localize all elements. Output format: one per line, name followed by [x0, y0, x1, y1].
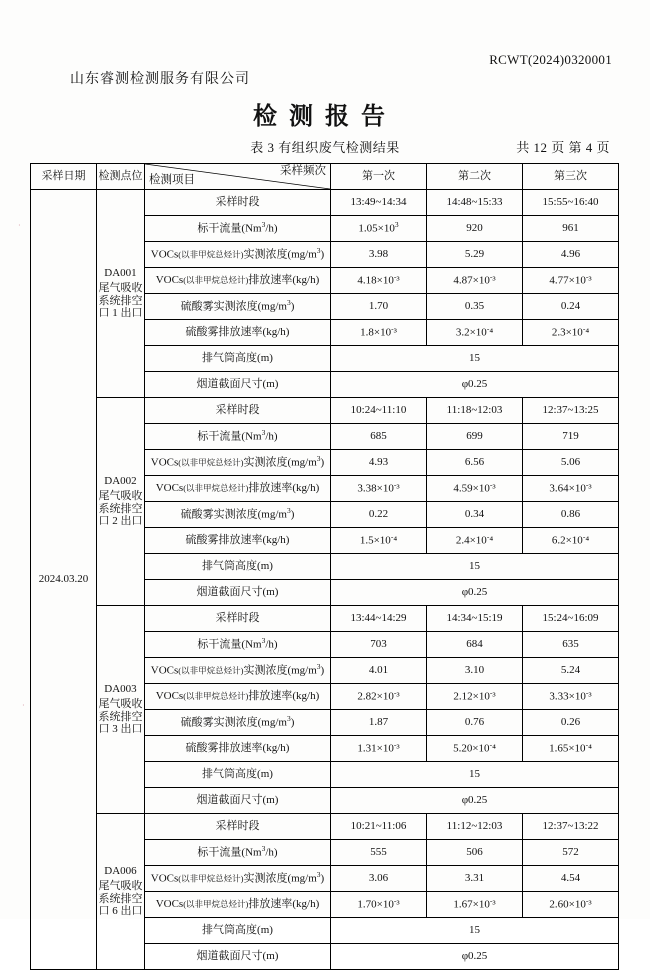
- cell-value-run-1: 4.93: [331, 450, 427, 476]
- cell-item: 排气筒高度(m): [145, 918, 331, 944]
- cell-value-run-3: 4.77×10-³: [523, 268, 619, 294]
- results-table: [30, 163, 619, 970]
- cell-value-run-2: 2.4×10-⁴: [427, 528, 523, 554]
- cell-value-run-1: 3.38×10-³: [331, 476, 427, 502]
- cell-value-run-3: 572: [523, 840, 619, 866]
- cell-item: 标干流量(Nm$^3$/h): [145, 840, 331, 866]
- cell-value-merged: φ0.25: [331, 944, 619, 970]
- cell-value-run-1: 1.5×10-⁴: [331, 528, 427, 554]
- cell-item: 标干流量(Nm$^3$/h): [145, 216, 331, 242]
- cell-item: 采样时段: [145, 398, 331, 424]
- cell-item: 采样时段: [145, 606, 331, 632]
- header-item-label: 检测项目: [149, 173, 195, 186]
- cell-value-run-3: 0.24: [523, 294, 619, 320]
- cell-item: VOCs(以非甲烷总烃计)排放速率(kg/h): [145, 684, 331, 710]
- page-title: 检测报告: [253, 104, 397, 130]
- cell-sample-date: 2024.03.20: [31, 190, 97, 970]
- cell-value-run-3: 1.65×10-⁴: [523, 736, 619, 762]
- cell-value-merged: 15: [331, 346, 619, 372]
- cell-value-run-3: 4.54: [523, 866, 619, 892]
- header-frequency-label: 采样频次: [280, 165, 326, 177]
- header-sample-date: 采样日期: [31, 164, 97, 190]
- cell-value-merged: φ0.25: [331, 580, 619, 606]
- cell-item: VOCs(以非甲烷总烃计)排放速率(kg/h): [145, 268, 331, 294]
- cell-value-run-3: 719: [523, 424, 619, 450]
- cell-value-run-1: 3.06: [331, 866, 427, 892]
- cell-item: 烟道截面尺寸(m): [145, 788, 331, 814]
- cell-value-run-1: 3.98: [331, 242, 427, 268]
- cell-point-DA002: DA002 尾气吸收 系统排空 口 2 出口: [97, 398, 145, 606]
- cell-value-run-1: 2.82×10-³: [331, 684, 427, 710]
- cell-item: VOCs(以非甲烷总烃计)实测浓度$(mg/m^3)$: [145, 242, 331, 268]
- cell-item: 烟道截面尺寸(m): [145, 372, 331, 398]
- cell-value-run-3: 12:37~13:22: [523, 814, 619, 840]
- cell-value-run-2: 6.56: [427, 450, 523, 476]
- header-item-frequency: [145, 164, 331, 190]
- cell-value-run-1: 1.8×10-³: [331, 320, 427, 346]
- cell-value-run-2: 5.20×10-⁴: [427, 736, 523, 762]
- cell-value-run-1: 685: [331, 424, 427, 450]
- company-name: 山东睿测检测服务有限公司: [70, 72, 250, 87]
- table-header-row: [31, 164, 619, 190]
- cell-item: 硫酸雾实测浓度$(mg/m^3)$: [145, 710, 331, 736]
- cell-value-run-2: 4.87×10-³: [427, 268, 523, 294]
- cell-item: VOCs(以非甲烷总烃计)实测浓度$(mg/m^3)$: [145, 450, 331, 476]
- header-run-2: 第二次: [427, 164, 523, 190]
- cell-value-run-2: 11:18~12:03: [427, 398, 523, 424]
- cell-value-run-1: 1.87: [331, 710, 427, 736]
- document-code: RCWT(2024)0320001: [489, 52, 612, 67]
- cell-value-run-1: 1.70: [331, 294, 427, 320]
- cell-value-run-1: 555: [331, 840, 427, 866]
- cell-item: 采样时段: [145, 190, 331, 216]
- table-caption: 表 3 有组织废气检测结果: [250, 140, 400, 155]
- cell-point-DA006: DA006 尾气吸收 系统排空 口 6 出口: [97, 814, 145, 970]
- cell-value-run-2: 14:48~15:33: [427, 190, 523, 216]
- cell-value-run-3: 15:55~16:40: [523, 190, 619, 216]
- cell-value-run-3: 6.2×10-⁴: [523, 528, 619, 554]
- cell-value-run-3: 3.33×10-³: [523, 684, 619, 710]
- cell-value-run-1: 10:24~11:10: [331, 398, 427, 424]
- cell-value-run-2: 14:34~15:19: [427, 606, 523, 632]
- cell-value-run-1: 1.31×10-³: [331, 736, 427, 762]
- cell-value-run-2: 11:12~12:03: [427, 814, 523, 840]
- cell-value-run-1: 4.18×10-³: [331, 268, 427, 294]
- cell-value-run-1: $1.05\times 10^3$: [331, 216, 427, 242]
- header-run-1: 第一次: [331, 164, 427, 190]
- cell-value-run-3: 15:24~16:09: [523, 606, 619, 632]
- header-point: 检测点位: [97, 164, 145, 190]
- cell-value-run-2: 1.67×10-³: [427, 892, 523, 918]
- cell-value-merged: 15: [331, 554, 619, 580]
- cell-value-run-3: 961: [523, 216, 619, 242]
- cell-value-merged: φ0.25: [331, 788, 619, 814]
- cell-item: 排气筒高度(m): [145, 554, 331, 580]
- cell-item: 硫酸雾排放速率(kg/h): [145, 736, 331, 762]
- cell-value-run-2: 0.76: [427, 710, 523, 736]
- cell-value-run-3: 0.86: [523, 502, 619, 528]
- cell-value-run-3: 5.24: [523, 658, 619, 684]
- cell-item: 采样时段: [145, 814, 331, 840]
- cell-item: 排气筒高度(m): [145, 762, 331, 788]
- cell-item: 标干流量(Nm$^3$/h): [145, 632, 331, 658]
- cell-value-run-1: 13:49~14:34: [331, 190, 427, 216]
- cell-value-run-2: 3.2×10-⁴: [427, 320, 523, 346]
- cell-item: VOCs(以非甲烷总烃计)排放速率(kg/h): [145, 892, 331, 918]
- cell-point-DA003: DA003 尾气吸收 系统排空 口 3 出口: [97, 606, 145, 814]
- cell-value-run-1: 0.22: [331, 502, 427, 528]
- table-row: [31, 606, 619, 632]
- cell-item: 硫酸雾实测浓度$(mg/m^3)$: [145, 502, 331, 528]
- cell-value-run-2: 506: [427, 840, 523, 866]
- cell-point-DA001: DA001 尾气吸收 系统排空 口 1 出口: [97, 190, 145, 398]
- cell-value-run-2: 2.12×10-³: [427, 684, 523, 710]
- cell-value-run-2: 0.35: [427, 294, 523, 320]
- cell-value-run-3: 3.64×10-³: [523, 476, 619, 502]
- cell-value-run-1: 4.01: [331, 658, 427, 684]
- cell-item: 硫酸雾排放速率(kg/h): [145, 528, 331, 554]
- page-number-info: 共 12 页 第 4 页: [516, 140, 610, 155]
- cell-value-run-2: 0.34: [427, 502, 523, 528]
- table-row: [31, 398, 619, 424]
- cell-value-run-2: 3.10: [427, 658, 523, 684]
- cell-value-run-3: 5.06: [523, 450, 619, 476]
- cell-item: 排气筒高度(m): [145, 346, 331, 372]
- cell-value-run-3: 635: [523, 632, 619, 658]
- cell-value-run-3: 12:37~13:25: [523, 398, 619, 424]
- cell-value-run-2: 4.59×10-³: [427, 476, 523, 502]
- cell-item: 硫酸雾实测浓度$(mg/m^3)$: [145, 294, 331, 320]
- subtitle-row: [30, 137, 620, 159]
- cell-value-run-3: 0.26: [523, 710, 619, 736]
- stamp-mark-bottom: ·: [18, 703, 29, 707]
- cell-value-run-1: 13:44~14:29: [331, 606, 427, 632]
- cell-item: VOCs(以非甲烷总烃计)实测浓度$(mg/m^3)$: [145, 658, 331, 684]
- cell-value-run-3: 2.60×10-³: [523, 892, 619, 918]
- stamp-mark-top: ·: [14, 223, 25, 227]
- table-row: [31, 190, 619, 216]
- cell-value-run-2: 699: [427, 424, 523, 450]
- cell-value-run-1: 1.70×10-³: [331, 892, 427, 918]
- cell-item: 硫酸雾排放速率(kg/h): [145, 320, 331, 346]
- cell-value-merged: φ0.25: [331, 372, 619, 398]
- cell-value-run-2: 920: [427, 216, 523, 242]
- cell-item: 烟道截面尺寸(m): [145, 944, 331, 970]
- cell-value-merged: 15: [331, 762, 619, 788]
- cell-value-run-1: 10:21~11:06: [331, 814, 427, 840]
- cell-value-run-2: 684: [427, 632, 523, 658]
- cell-value-merged: 15: [331, 918, 619, 944]
- cell-value-run-2: 3.31: [427, 866, 523, 892]
- table-row: [31, 814, 619, 840]
- cell-value-run-1: 703: [331, 632, 427, 658]
- cell-value-run-2: 5.29: [427, 242, 523, 268]
- cell-item: 烟道截面尺寸(m): [145, 580, 331, 606]
- cell-value-run-3: 2.3×10-⁴: [523, 320, 619, 346]
- cell-item: VOCs(以非甲烷总烃计)排放速率(kg/h): [145, 476, 331, 502]
- cell-item: VOCs(以非甲烷总烃计)实测浓度$(mg/m^3)$: [145, 866, 331, 892]
- header-run-3: 第三次: [523, 164, 619, 190]
- cell-item: 标干流量(Nm$^3$/h): [145, 424, 331, 450]
- cell-value-run-3: 4.96: [523, 242, 619, 268]
